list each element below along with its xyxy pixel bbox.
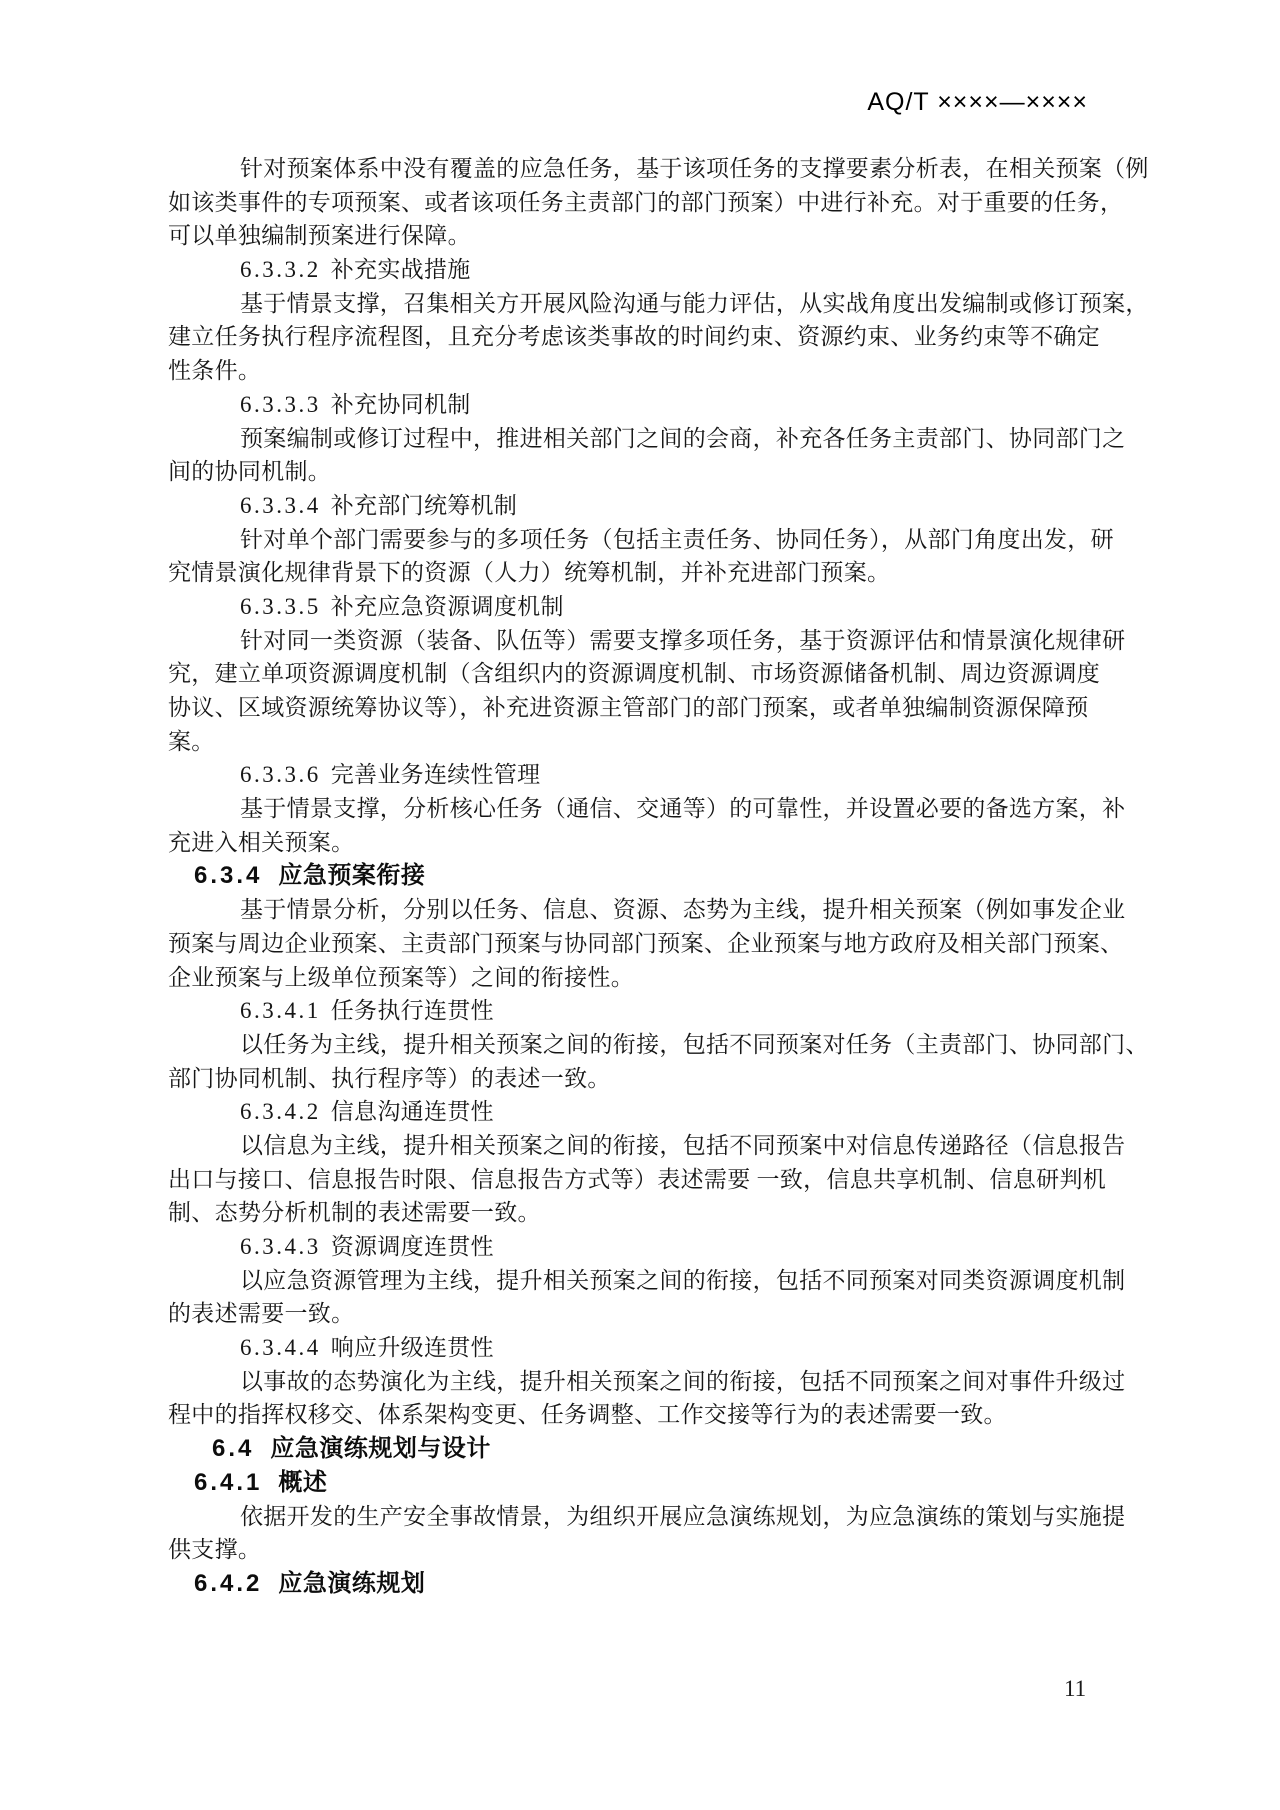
section-number: 6.3.3.2 (240, 257, 321, 283)
paragraph-line: 依据开发的生产安全事故情景，为组织开展应急演练规划，为应急演练的策划与实施提 (240, 1503, 1126, 1529)
section-number: 6.3.3.5 (240, 593, 321, 619)
section-number: 6.3.3.3 (240, 391, 321, 417)
section-title: 完善业务连续性管理 (330, 762, 541, 788)
paragraph-line: 间的协同机制。 (168, 459, 332, 485)
clause-heading (168, 1095, 1128, 1129)
paragraph-line: 案。 (168, 728, 215, 754)
section-title: 概述 (278, 1468, 328, 1496)
paragraph-line: 以应急资源管理为主线，提升相关预案之间的衔接，包括不同预案对同类资源调度机制 (240, 1267, 1126, 1293)
paragraph-line: 建立任务执行程序流程图，且充分考虑该类事故的时间约束、资源约束、业务约束等不确定 (168, 324, 1100, 350)
section-number: 6.4.1 (194, 1468, 263, 1496)
paragraph-line: 针对单个部门需要参与的多项任务（包括主责任务、协同任务），从部门角度出发，研 (240, 526, 1114, 552)
clause-heading (168, 253, 1128, 287)
paragraph-line: 基于情景支撑，分析核心任务（通信、交通等）的可靠性，并设置必要的备选方案，补 (240, 796, 1126, 822)
paragraph-line: 基于情景分析，分别以任务、信息、资源、态势为主线，提升相关预案（例如事发企业 (240, 897, 1126, 923)
section-title: 补充协同机制 (330, 391, 471, 417)
section-heading (168, 1567, 1128, 1601)
paragraph-line: 以事故的态势演化为主线，提升相关预案之间的衔接，包括不同预案之间对事件升级过 (240, 1368, 1126, 1394)
section-number: 6.4 (212, 1435, 255, 1463)
section-number: 6.3.4.1 (240, 998, 321, 1024)
section-number: 6.3.3.4 (240, 492, 321, 518)
section-title: 信息沟通连贯性 (330, 1099, 494, 1125)
paragraph-line: 性条件。 (168, 358, 262, 384)
clause-heading (168, 994, 1128, 1028)
clause-heading (168, 1230, 1128, 1264)
paragraph-line: 预案编制或修订过程中，推进相关部门之间的会商，补充各任务主责部门、协同部门之 (240, 425, 1126, 451)
section-heading (168, 1466, 1128, 1500)
section-title: 补充应急资源调度机制 (330, 593, 564, 619)
section-title: 应急演练规划 (278, 1569, 426, 1597)
paragraph-line: 究，建立单项资源调度机制（含组织内的资源调度机制、市场资源储备机制、周边资源调度 (168, 661, 1100, 687)
standard-code-header: AQ/T ××××—×××× (867, 88, 1088, 116)
paragraph-line: 协议、区域资源统筹协议等），补充进资源主管部门的部门预案，或者单独编制资源保障预 (168, 695, 1089, 720)
paragraph-line: 基于情景支撑，召集相关方开展风险沟通与能力评估，从实战角度出发编制或修订预案， (240, 290, 1149, 316)
paragraph-line: 针对同一类资源（装备、队伍等）需要支撑多项任务，基于资源评估和情景演化规律研 (240, 627, 1126, 653)
paragraph-line: 以信息为主线，提升相关预案之间的衔接，包括不同预案中对信息传递路径（信息报告 (240, 1132, 1126, 1158)
section-number: 6.3.4.3 (240, 1234, 321, 1259)
section-number: 6.4.2 (194, 1569, 263, 1597)
paragraph-line: 程中的指挥权移交、体系架构变更、任务调整、工作交接等行为的表述需要一致。 (168, 1402, 1007, 1428)
paragraph-line: 企业预案与上级单位预案等）之间的衔接性。 (168, 964, 634, 990)
clause-heading (168, 758, 1128, 792)
paragraph-line: 的表述需要一致。 (168, 1301, 355, 1327)
section-number: 6.3.4.4 (240, 1335, 321, 1361)
section-title: 补充实战措施 (330, 257, 471, 283)
paragraph-line: 出口与接口、信息报告时限、信息报告方式等）表述需要 一致，信息共享机制、信息研判机 (168, 1166, 1107, 1192)
section-title: 资源调度连贯性 (330, 1234, 494, 1259)
clause-heading (168, 489, 1128, 523)
page-number: 11 (1064, 1676, 1087, 1701)
clause-heading (168, 388, 1128, 422)
paragraph-line: 预案与周边企业预案、主责部门预案与协同部门预案、企业预案与地方政府及相关部门预案、 (168, 930, 1124, 956)
paragraph-line: 制、态势分析机制的表述需要一致。 (168, 1200, 541, 1226)
section-title: 应急预案衔接 (278, 862, 426, 890)
section-number: 6.3.3.6 (240, 762, 321, 788)
paragraph-line: 充进入相关预案。 (168, 829, 355, 855)
section-number: 6.3.4 (194, 862, 263, 890)
paragraph-line: 以任务为主线，提升相关预案之间的衔接，包括不同预案对任务（主责部门、协同部门、 (240, 1031, 1149, 1057)
paragraph-line: 部门协同机制、执行程序等）的表述一致。 (168, 1065, 611, 1091)
document-content (168, 152, 1149, 1601)
clause-heading (168, 1331, 1128, 1365)
section-title: 应急演练规划与设计 (270, 1435, 491, 1463)
section-title: 补充部门统筹机制 (330, 492, 518, 518)
clause-heading (168, 590, 1128, 624)
section-title: 响应升级连贯性 (330, 1335, 494, 1361)
section-heading (168, 859, 1128, 893)
paragraph-line: 针对预案体系中没有覆盖的应急任务，基于该项任务的支撑要素分析表，在相关预案（例 (240, 156, 1149, 181)
paragraph-line: 供支撑。 (168, 1537, 262, 1563)
section-number: 6.3.4.2 (240, 1099, 321, 1125)
section-heading (168, 1432, 1128, 1466)
paragraph-line: 可以单独编制预案进行保障。 (168, 223, 471, 249)
paragraph-line: 究情景演化规律背景下的资源（人力）统筹机制，并补充进部门预案。 (168, 560, 891, 586)
paragraph-line: 如该类事件的专项预案、或者该项任务主责部门的部门预案）中进行补充。对于重要的任务， (168, 189, 1124, 215)
section-title: 任务执行连贯性 (330, 998, 494, 1024)
